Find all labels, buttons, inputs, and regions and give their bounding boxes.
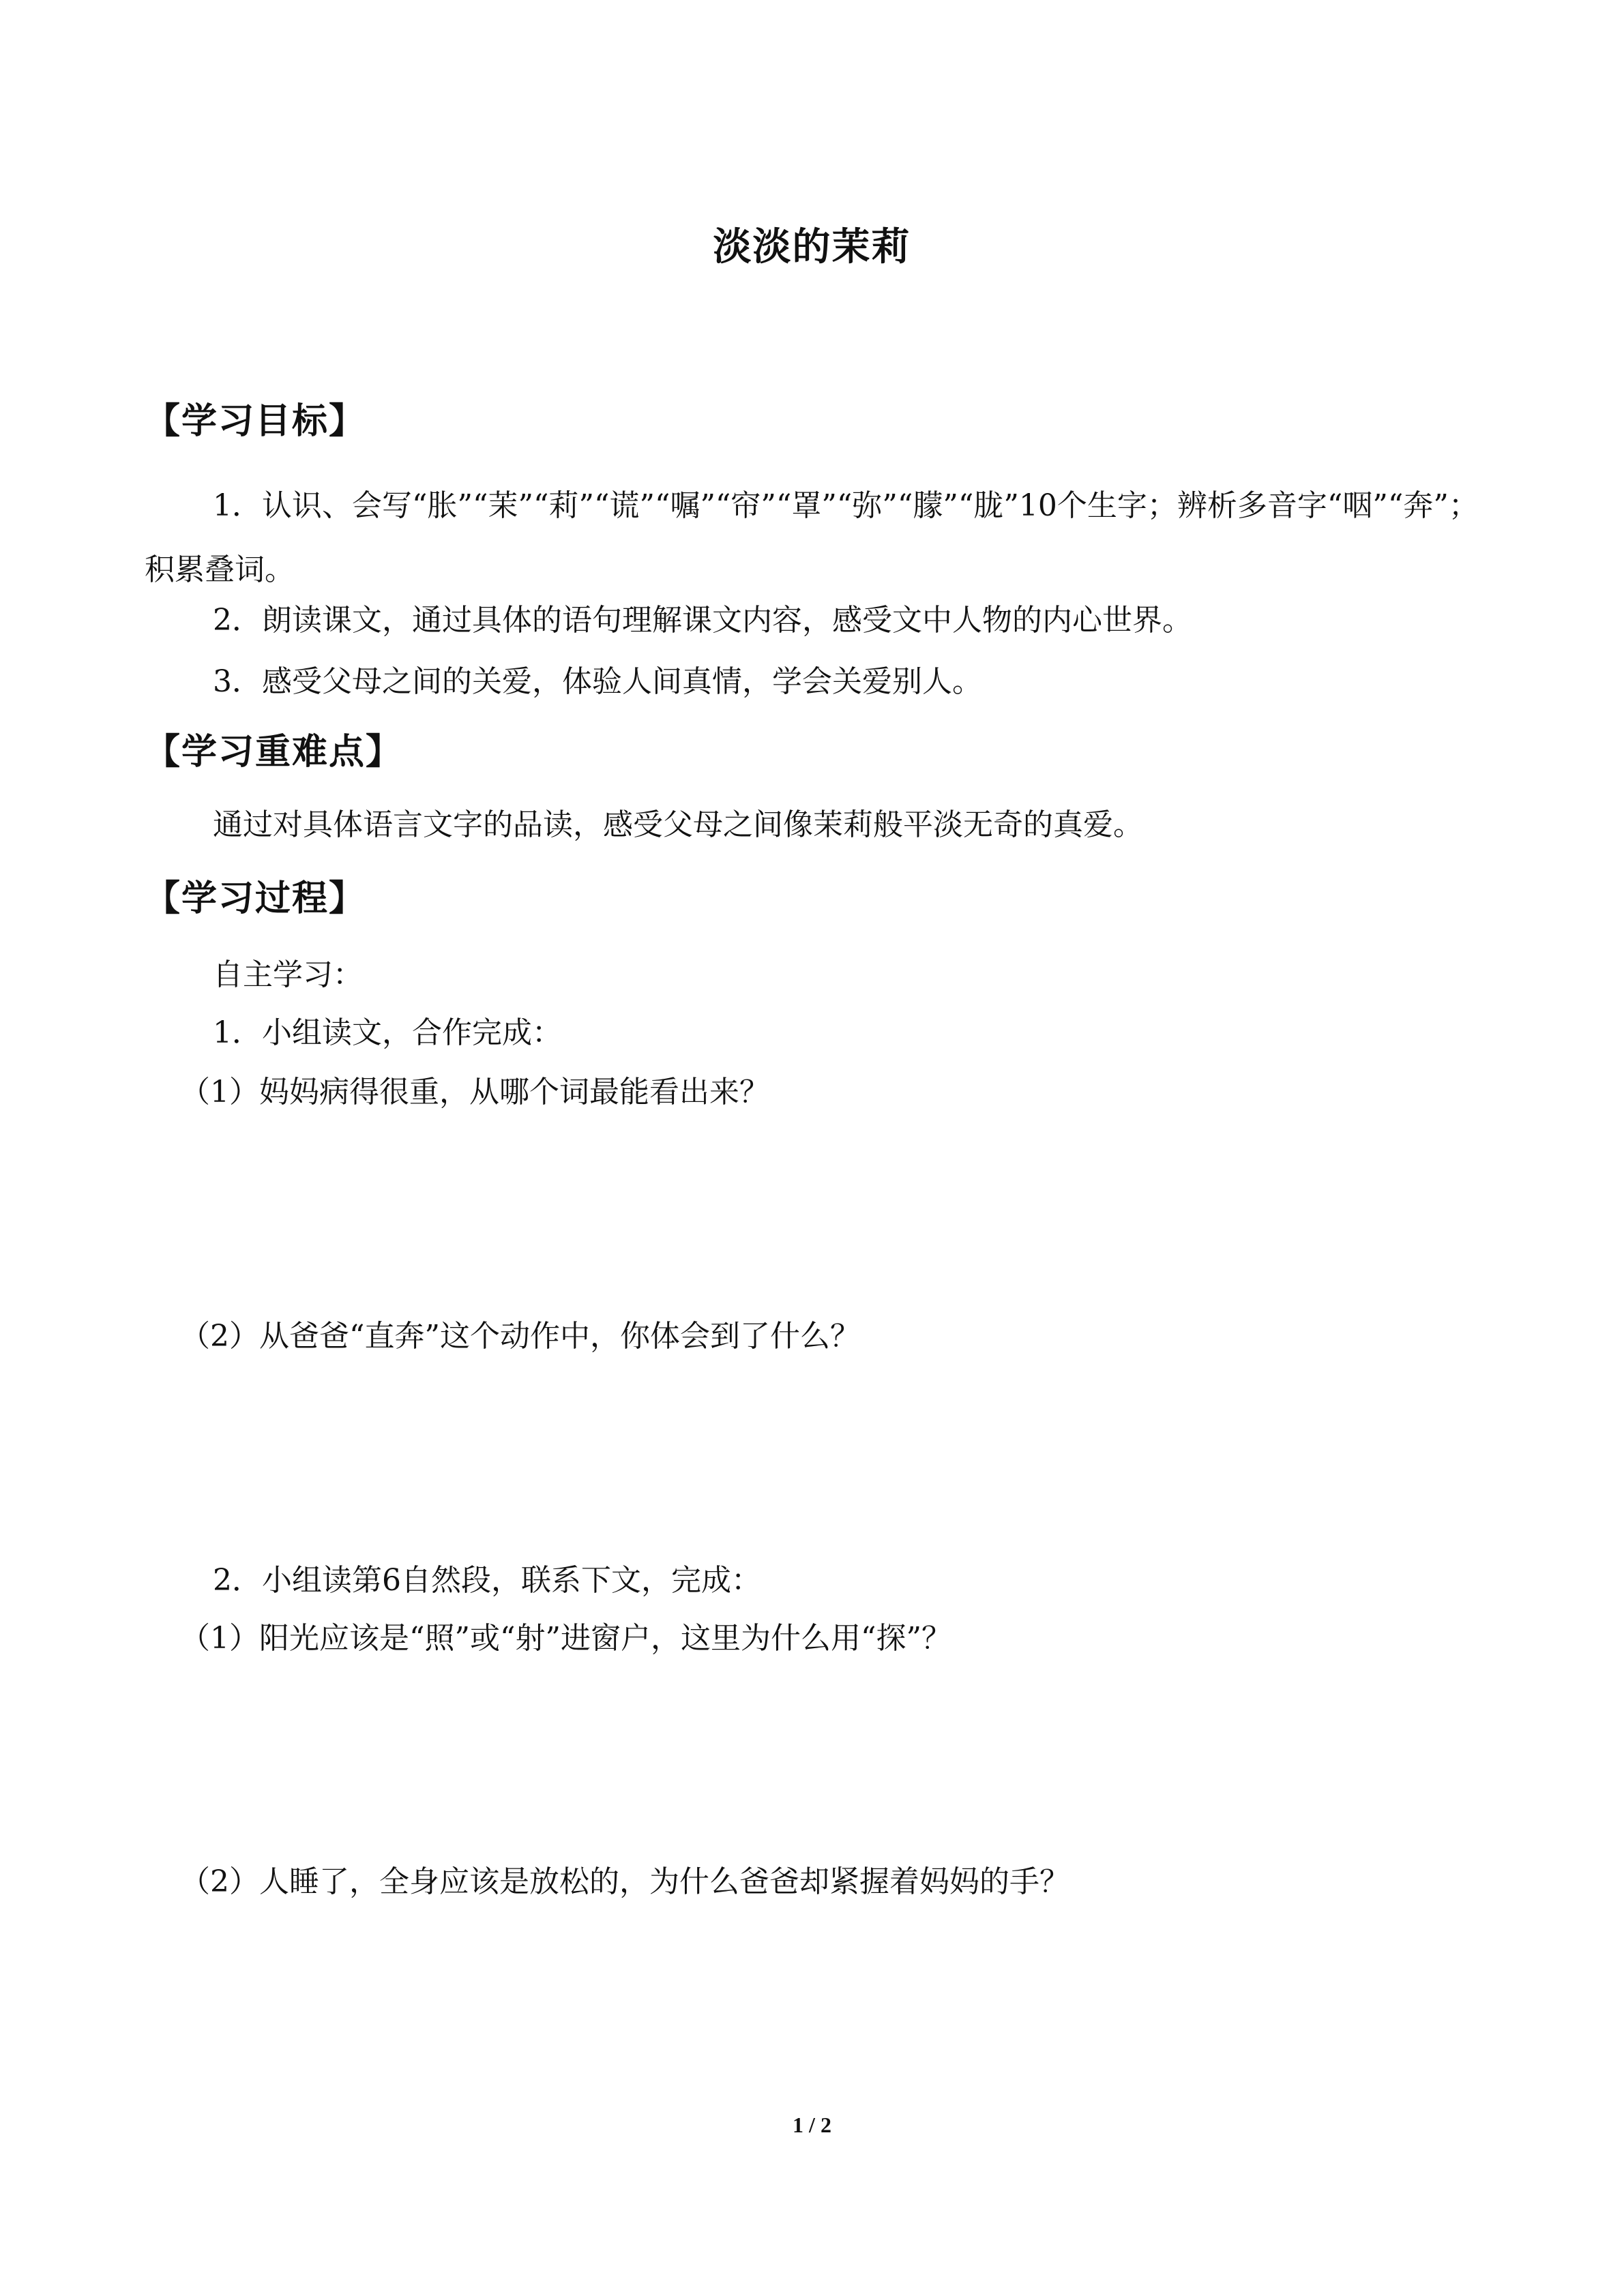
question-2-part-1: （1）阳光应该是“照”或“射”进窗户，这里为什么用“探”？ — [180, 1621, 951, 1656]
question-1-part-2: （2）从爸爸“直奔”这个动作中，你体会到了什么？ — [180, 1319, 860, 1354]
question-2-label: 2．小组读第6自然段，联系下文，完成： — [213, 1563, 761, 1598]
question-1-part-1: （1）妈妈病得很重，从哪个词最能看出来？ — [180, 1075, 769, 1109]
key-points-text: 通过对具体语言文字的品读，感受父母之间像茉莉般平淡无奇的真爱。 — [213, 807, 1143, 842]
heading-key-points: 【学习重难点】 — [145, 732, 403, 773]
heading-learning-goals: 【学习目标】 — [145, 401, 366, 442]
question-2-part-2: （2）人睡了，全身应该是放松的，为什么爸爸却紧握着妈妈的手？ — [180, 1864, 1069, 1899]
heading-learning-process: 【学习过程】 — [145, 878, 366, 919]
page-number: 1 / 2 — [793, 2113, 831, 2137]
document-title: 淡淡的茉莉 — [713, 225, 911, 269]
question-1-label: 1．小组读文，合作完成： — [213, 1015, 562, 1050]
self-study-label: 自主学习： — [213, 957, 363, 992]
goal-item-1: 1．认识、会写“胀”“茉”“莉”“谎”“嘱”“帘”“罩”“弥”“朦”“胧”10个生字；辨析多音字“咽”“奔”；积累叠词。 — [145, 488, 1479, 587]
goal-item-3: 3．感受父母之间的关爱，体验人间真情，学会关爱别人。 — [213, 664, 982, 699]
goal-item-2: 2．朗读课文，通过具体的语句理解课文内容，感受文中人物的内心世界。 — [213, 603, 1192, 638]
